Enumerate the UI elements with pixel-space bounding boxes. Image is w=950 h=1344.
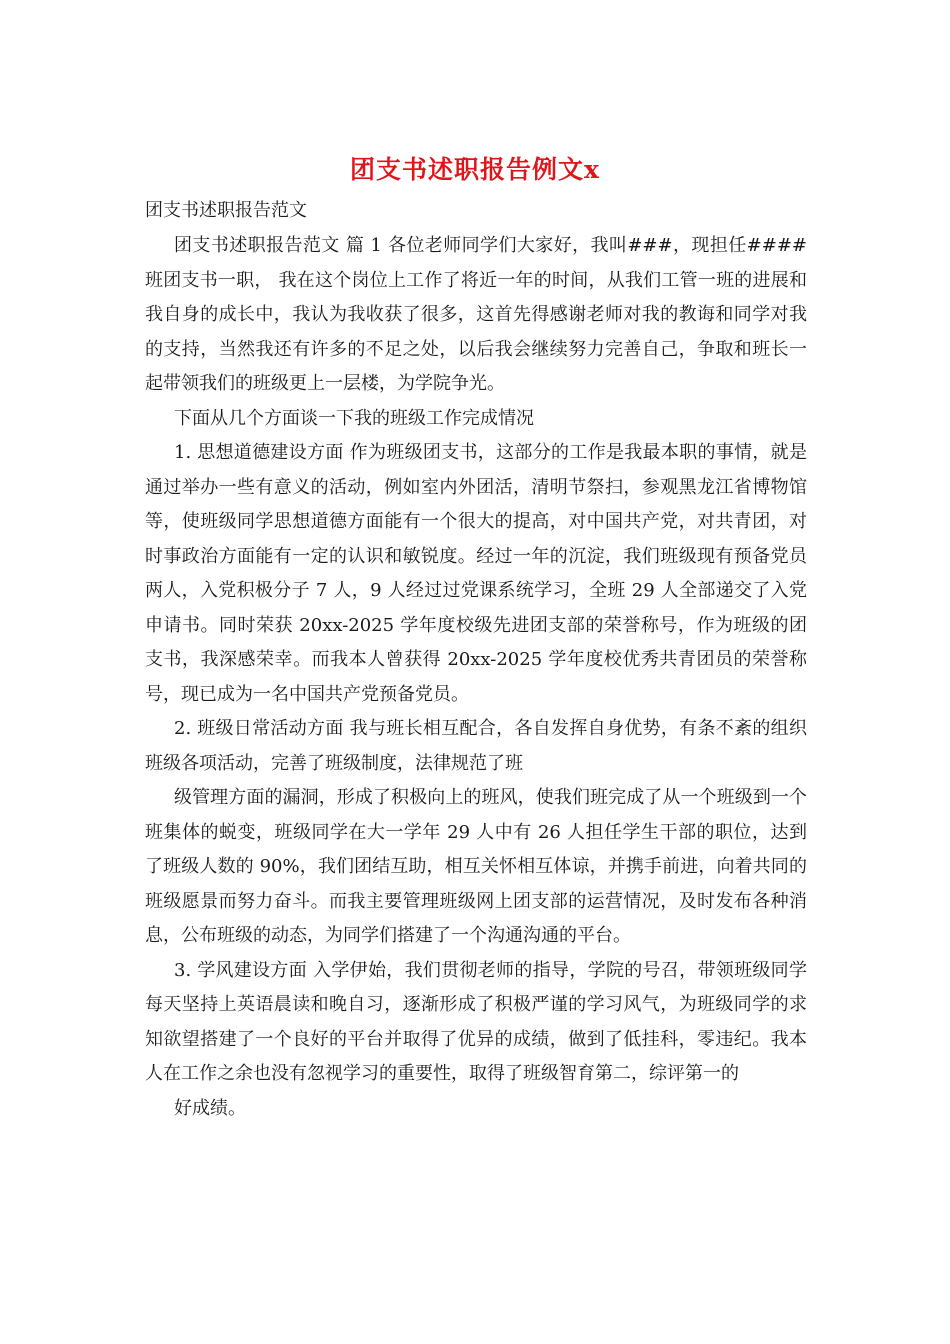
paragraph-intro: 团支书述职报告范文 篇 1 各位老师同学们大家好，我叫###，现担任####班团支书一职， 我在这个岗位上工作了将近一年的时间，从我们工管一班的进展和我自身的成长中，我认为我收获了很多，这首先得感谢老师对我的教诲和同学对我的支持，当然我还有许多的不足之处，以后我会继续努力完善自己，争取和班长一起带领我们的班级更上一层楼，为学院争光。 bbox=[145, 235, 807, 394]
paragraph-closing: 好成绩。 bbox=[174, 1097, 246, 1119]
paragraph-section-3: 3. 学风建设方面 入学伊始，我们贯彻老师的指导，学院的号召，带领班级同学每天坚持上英语晨读和晚自习，逐渐形成了积极严谨的学习风气，为班级同学的求知欲望搭建了一个良好的平台并取得了优异的成绩，做到了低挂科，零违纪。我本人在工作之余也没有忽视学习的重要性，取得了班级智育第二，综评第一的 bbox=[145, 959, 807, 1084]
document-body bbox=[145, 229, 807, 1126]
document-title: 团支书述职报告例文x bbox=[350, 155, 600, 184]
paragraph-section-2-continued: 级管理方面的漏洞，形成了积极向上的班风，使我们班完成了从一个班级到一个班集体的蜕变，班级同学在大一学年 29 人中有 26 人担任学生干部的职位，达到了班级人数的 90%，我们团结互助，相互关怀相互体谅，并携手前进，向着共同的班级愿景而努力奋斗。而我主要管理班级网上团支部的运营情况，及时发布各种消息，公布班级的动态，为同学们搭建了一个沟通沟通的平台。 bbox=[145, 787, 807, 946]
paragraph-section-1: 1. 思想道德建设方面 作为班级团支书，这部分的工作是我最本职的事情，就是通过举办一些有意义的活动，例如室内外团活，清明节祭扫，参观黑龙江省博物馆等，使班级同学思想道德方面能有一个很大的提高，对中国共产党，对共青团，对时事政治方面能有一定的认识和敏锐度。经过一年的沉淀，我们班级现有预备党员两人，入党积极分子 7 人，9 人经过过党课系统学习，全班 29 人全部递交了入党申请书。同时荣获 20xx-2025 学年度校级先进团支部的荣誉称号，作为班级的团支书，我深感荣幸。而我本人曾获得 20xx-2025 学年度校优秀共青团员的荣誉称号，现已成为一名中国共产党预备党员。 bbox=[145, 442, 807, 705]
document-subtitle: 团支书述职报告范文 bbox=[145, 200, 307, 221]
paragraph-section-2: 2. 班级日常活动方面 我与班长相互配合，各自发挥自身优势，有条不紊的组织班级各项活动，完善了班级制度，法律规范了班 bbox=[145, 718, 807, 774]
paragraph-overview: 下面从几个方面谈一下我的班级工作完成情况 bbox=[174, 407, 534, 429]
